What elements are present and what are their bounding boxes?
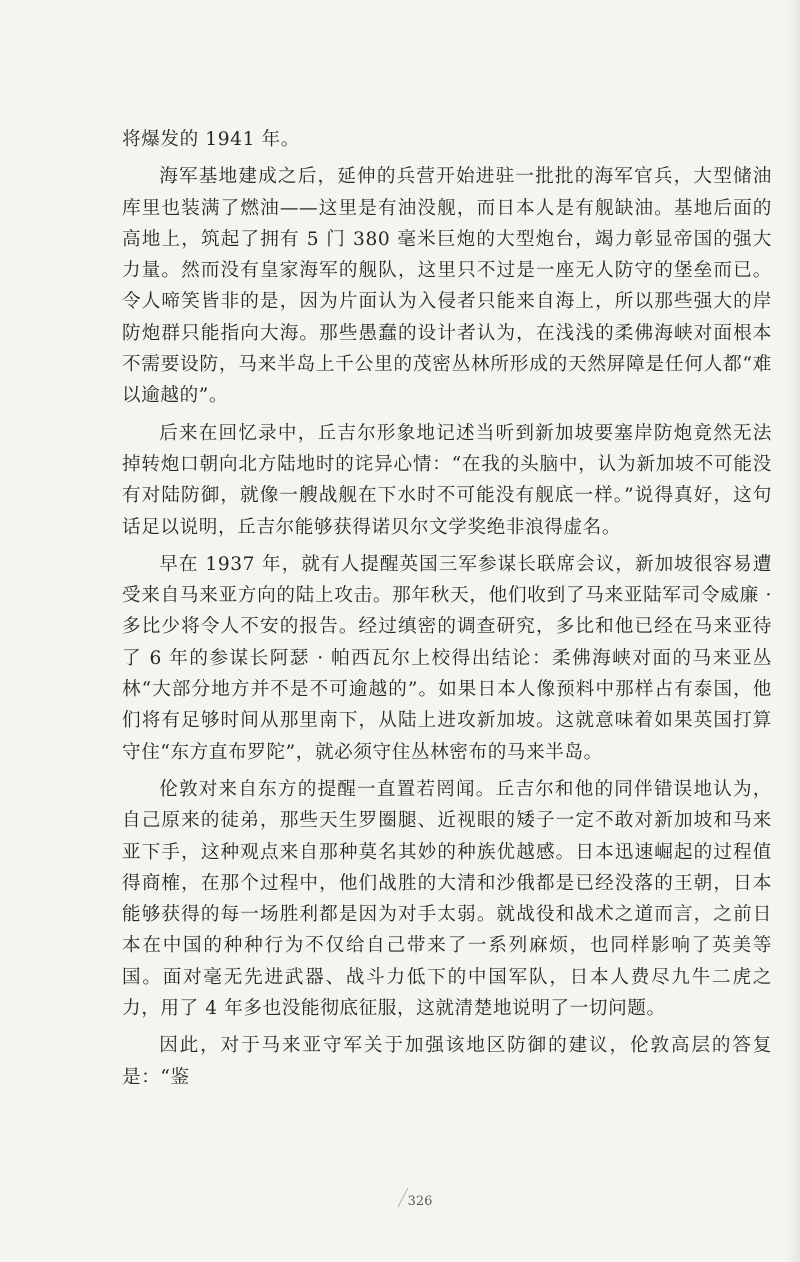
page-edge-shadow — [786, 0, 800, 1262]
paragraph-1: 将爆发的 1941 年。 — [122, 129, 300, 150]
page-number: 326 — [407, 1194, 433, 1209]
paragraph-4: 早在 1937 年，就有人提醒英国三军参谋长联席会议，新加坡很容易遭受来自马来亚方向的陆上攻击。那年秋天，他们收到了马来亚陆军司令威廉 · 多比少将令人不安的报告。经过缜密的调查研究，多比和他已经在马来亚待了 6 年的参谋长阿瑟 · 帕西瓦尔上校得出结论：柔佛海峡对面的马来亚丛林“大部分地方并不是不可逾越的”。如果日本人像预料中那样占有泰国，他们将有足够时间从那里南下，从陆上进攻新加坡。这就意味着如果英国打算守住“东方直布罗陀”，就必须守住丛林密布的马来半岛。 — [122, 553, 772, 763]
page-body — [122, 124, 772, 1099]
paragraph-5: 伦敦对来自东方的提醒一直置若罔闻。丘吉尔和他的同伴错误地认为，自己原来的徒弟，那些天生罗圈腿、近视眼的矮子一定不敢对新加坡和马来亚下手，这种观点来自那种莫名其妙的种族优越感。日本迅速崛起的过程值得商榷，在那个过程中，他们战胜的大清和沙俄都是已经没落的王朝，日本能够获得的每一场胜利都是因为对手太弱。就战役和战术之道而言，之前日本在中国的种种行为不仅给自己带来了一系列麻烦，也同样影响了英美等国。面对毫无先进武器、战斗力低下的中国军队，日本人费尽九牛二虎之力，用了 4 年多也没能彻底征服，这就清楚地说明了一切问题。 — [122, 778, 772, 1020]
paragraph-2: 海军基地建成之后，延伸的兵营开始进驻一批批的海军官兵，大型储油库里也装满了燃油——这里是有油没舰，而日本人是有舰缺油。基地后面的高地上，筑起了拥有 5 门 380 毫米巨炮的大型炮台，竭力彰显帝国的强大力量。然而没有皇家海军的舰队，这里只不过是一座无人防守的堡垒而已。令人啼笑皆非的是，因为片面认为入侵者只能来自海上，所以那些强大的岸防炮群只能指向大海。那些愚蠢的设计者认为，在浅浅的柔佛海峡对面根本不需要设防，马来半岛上千公里的茂密丛林所形成的天然屏障是任何人都“难以逾越的”。 — [122, 166, 772, 407]
paragraph-6: 因此，对于马来亚守军关于加强该地区防御的建议，伦敦高层的答复是：“鉴 — [122, 1035, 772, 1088]
paragraph-3: 后来在回忆录中，丘吉尔形象地记述当听到新加坡要塞岸防炮竟然无法掉转炮口朝向北方陆地时的诧异心情：“在我的头脑中，认为新加坡不可能没有对陆防御，就像一艘战舰在下水时不可能没有舰底一样。”说得真好，这句话足以说明，丘吉尔能够获得诺贝尔文学奖绝非浪得虚名。 — [122, 422, 772, 538]
